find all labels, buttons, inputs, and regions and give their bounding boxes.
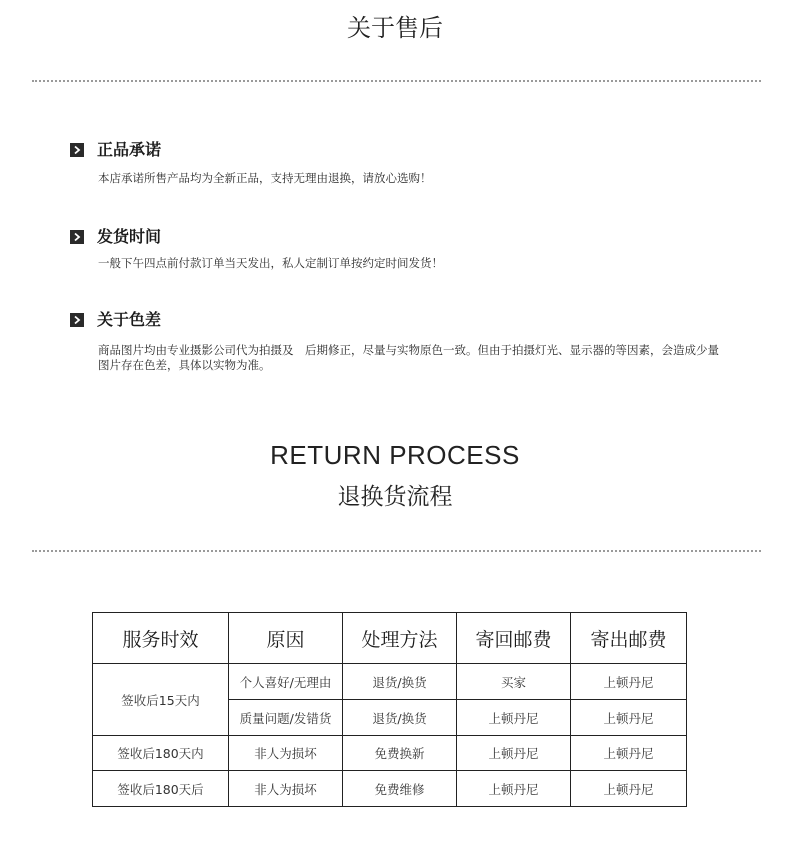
period-cell: 签收后15天内 <box>93 664 229 736</box>
section-header <box>70 226 730 248</box>
table-header-row <box>93 613 687 664</box>
method-cell: 退货/换货 <box>343 700 457 736</box>
section-title: 关于色差 <box>97 310 162 329</box>
period-cell: 签收后180天后 <box>93 771 229 807</box>
section-header <box>70 139 730 161</box>
chevron-right-icon <box>70 313 84 327</box>
send-fee-cell: 上顿丹尼 <box>571 771 687 807</box>
return-fee-cell: 上顿丹尼 <box>457 771 571 807</box>
period-cell: 签收后180天内 <box>93 736 229 771</box>
section-authentic <box>70 139 730 186</box>
method-cell: 免费维修 <box>343 771 457 807</box>
section-text: 一般下午四点前付款订单当天发出，私人定制订单按约定时间发货！ <box>98 256 443 270</box>
send-fee-cell: 上顿丹尼 <box>571 736 687 771</box>
send-fee-cell: 上顿丹尼 <box>571 664 687 700</box>
chevron-right-icon <box>70 143 84 157</box>
return-process-title-cn: 退换货流程 <box>337 484 453 510</box>
section-color-difference <box>70 309 730 373</box>
section-text: 本店承诺所售产品均为全新正品，支持无理由退换，请放心选购！ <box>98 171 432 185</box>
divider <box>32 80 761 82</box>
method-cell: 退货/换货 <box>343 664 457 700</box>
header-cell: 寄出邮费 <box>571 613 687 664</box>
send-fee-cell: 上顿丹尼 <box>571 700 687 736</box>
section-text: 商品图片均由专业摄影公司代为拍摄及 后期修正，尽量与实物原色一致。但由于拍摄灯光、显示器的等因素，会造成少量图片存在色差，具体以实物为准。 <box>98 343 719 372</box>
reason-cell: 非人为损坏 <box>229 736 343 771</box>
section-title: 正品承诺 <box>97 140 162 159</box>
table-row <box>93 664 687 700</box>
table-row <box>93 771 687 807</box>
chevron-right-icon <box>70 230 84 244</box>
section-title: 发货时间 <box>97 227 162 246</box>
section-shipping <box>70 226 730 271</box>
divider <box>32 550 761 552</box>
return-fee-cell: 买家 <box>457 664 571 700</box>
return-fee-cell: 上顿丹尼 <box>457 736 571 771</box>
section-header <box>70 309 730 331</box>
return-process-table <box>92 612 687 807</box>
reason-cell: 个人喜好/无理由 <box>229 664 343 700</box>
table-row <box>93 736 687 771</box>
header-cell: 服务时效 <box>93 613 229 664</box>
header-cell: 处理方法 <box>343 613 457 664</box>
reason-cell: 非人为损坏 <box>229 771 343 807</box>
return-process-title-en: RETURN PROCESS <box>270 440 520 470</box>
method-cell: 免费换新 <box>343 736 457 771</box>
header-cell: 原因 <box>229 613 343 664</box>
return-fee-cell: 上顿丹尼 <box>457 700 571 736</box>
header-cell: 寄回邮费 <box>457 613 571 664</box>
about-title: 关于售后 <box>347 14 443 42</box>
reason-cell: 质量问题/发错货 <box>229 700 343 736</box>
